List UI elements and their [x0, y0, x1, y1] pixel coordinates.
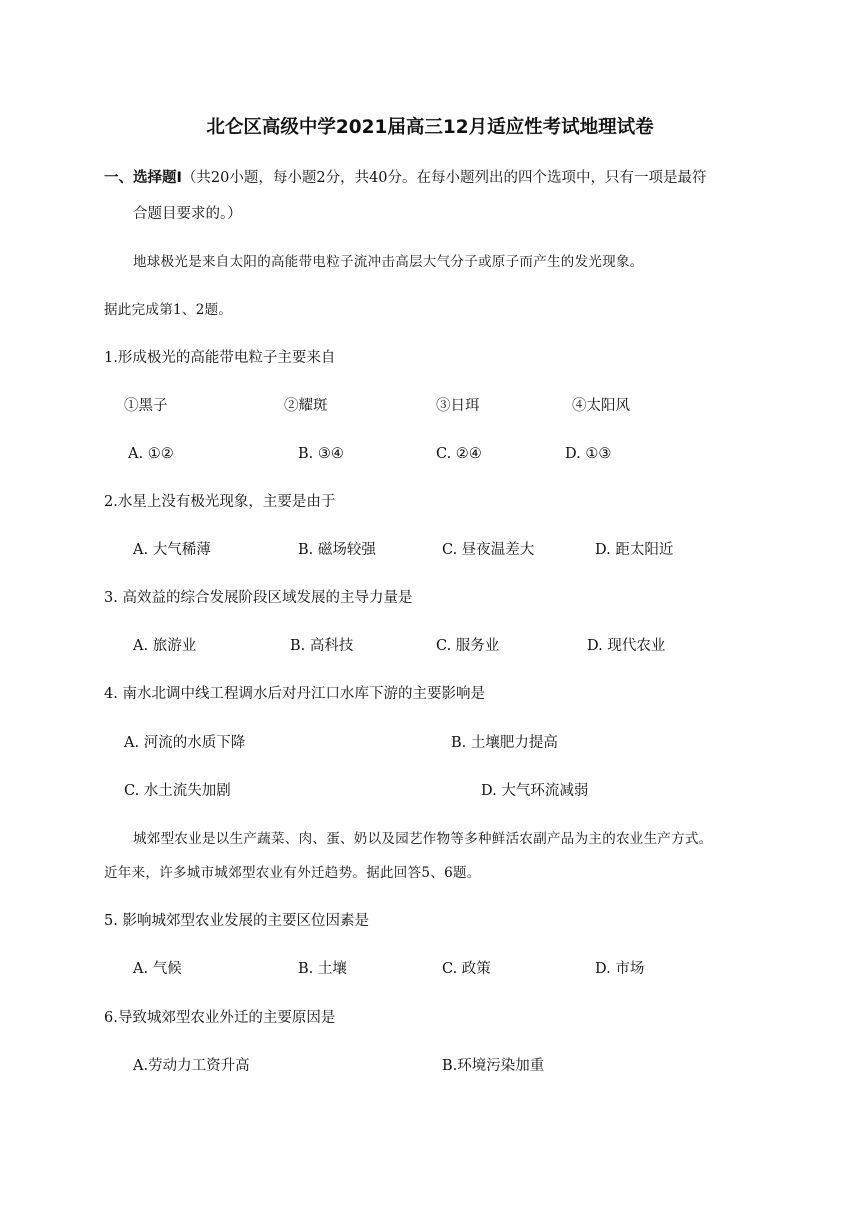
q4-option-a: A. 河流的水质下降 [124, 735, 246, 751]
passage1-line2: 据此完成第1、2题。 [104, 302, 233, 318]
question-5-stem: 5. 影响城郊型农业发展的主要区位因素是 [104, 913, 369, 929]
question-1-stem: 1.形成极光的高能带电粒子主要来自 [104, 350, 336, 366]
q4-option-b: B. 土壤肥力提高 [451, 735, 558, 751]
q6-option-a: A.劳动力工资升高 [133, 1058, 250, 1074]
q1-item-4: ④太阳风 [572, 398, 630, 414]
q1-item-2: ②耀斑 [284, 398, 328, 414]
q2-option-b: B. 磁场较强 [298, 542, 376, 558]
q1-item-3: ③日珥 [436, 398, 480, 414]
q1-option-b: B. ③④ [298, 446, 344, 462]
q3-option-b: B. 高科技 [290, 638, 354, 654]
page-title: 北仑区高级中学2021届高三12月适应性考试地理试卷 [206, 117, 654, 138]
q1-option-a: A. ①② [128, 446, 174, 462]
section-desc-line1: （共20小题，每小题2分，共40分。在每小题列出的四个选项中，只有一项是最符 [181, 170, 707, 186]
q5-option-c: C. 政策 [442, 961, 491, 977]
q1-option-c: C. ②④ [436, 446, 482, 462]
q4-option-c: C. 水土流失加剧 [124, 783, 231, 799]
q3-option-a: A. 旅游业 [133, 638, 197, 654]
section-header [104, 168, 707, 188]
q2-option-d: D. 距太阳近 [595, 542, 674, 558]
q5-option-a: A. 气候 [133, 961, 182, 977]
section-desc-line2: 合题目要求的。） [133, 206, 242, 222]
q3-option-c: C. 服务业 [436, 638, 500, 654]
q1-item-1: ①黑子 [124, 398, 168, 414]
q3-option-d: D. 现代农业 [587, 638, 666, 654]
q2-option-a: A. 大气稀薄 [133, 542, 211, 558]
q4-option-d: D. 大气环流减弱 [481, 783, 589, 799]
section-label: 一、选择题Ⅰ [104, 170, 182, 186]
q6-option-b: B.环境污染加重 [442, 1058, 545, 1074]
q2-option-c: C. 昼夜温差大 [442, 542, 535, 558]
question-3-stem: 3. 高效益的综合发展阶段区域发展的主导力量是 [104, 590, 413, 606]
passage2-line2: 近年来，许多城市城郊型农业有外迁趋势。据此回答5、6题。 [104, 865, 481, 881]
question-4-stem: 4. 南水北调中线工程调水后对丹江口水库下游的主要影响是 [104, 686, 485, 702]
q5-option-b: B. 土壤 [298, 961, 347, 977]
passage1-line1: 地球极光是来自太阳的高能带电粒子流冲击高层大气分子或原子而产生的发光现象。 [133, 254, 644, 270]
q1-option-d: D. ①③ [565, 446, 612, 462]
question-2-stem: 2.水星上没有极光现象，主要是由于 [104, 494, 336, 510]
q5-option-d: D. 市场 [595, 961, 645, 977]
passage2-line1: 城郊型农业是以生产蔬菜、肉、蛋、奶以及园艺作物等多种鲜活农副产品为主的农业生产方式。 [133, 831, 713, 847]
question-6-stem: 6.导致城郊型农业外迁的主要原因是 [104, 1010, 336, 1026]
